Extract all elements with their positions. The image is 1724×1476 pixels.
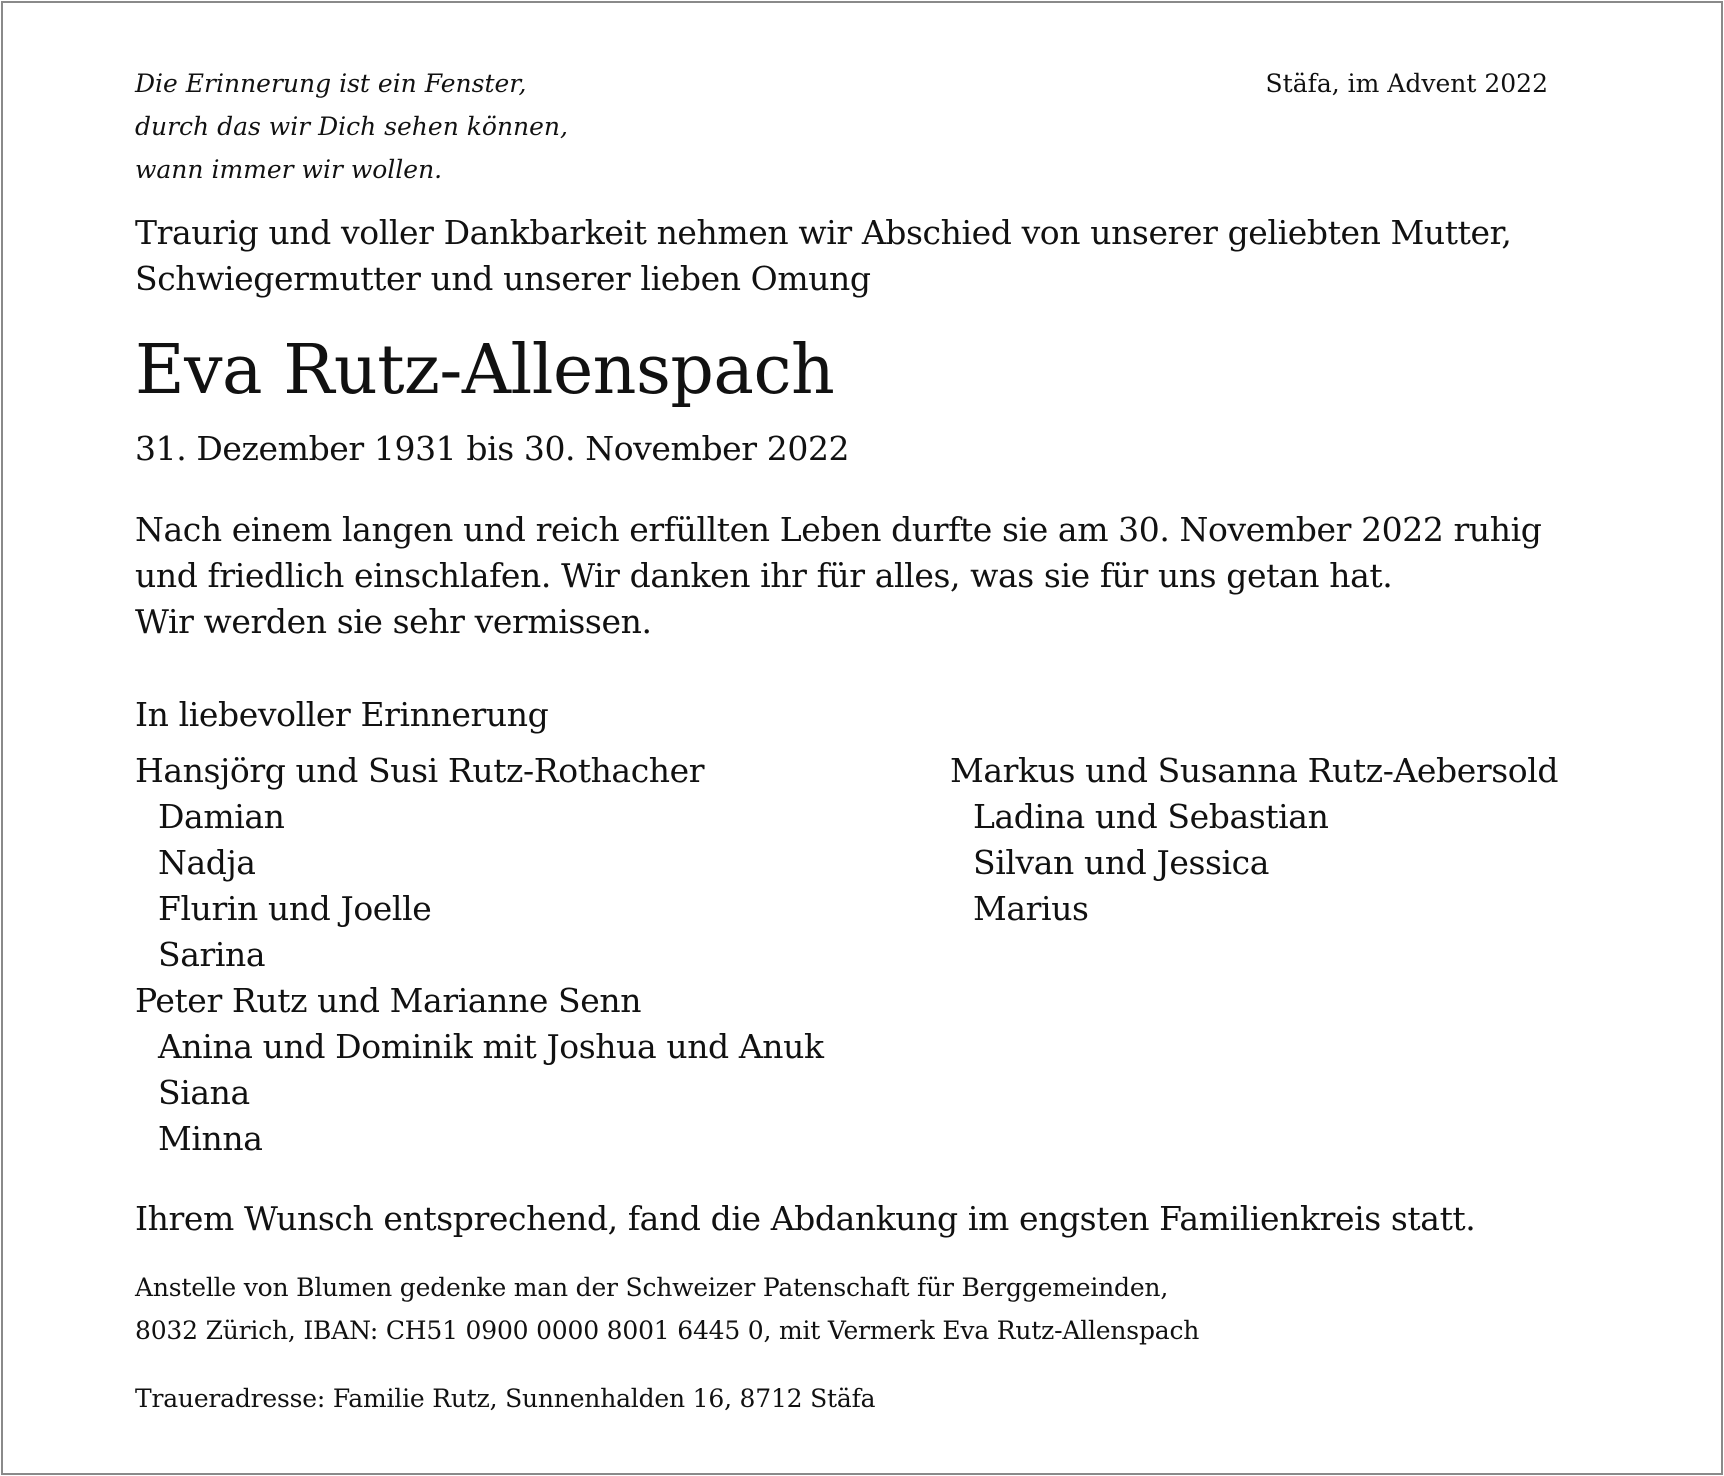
body-line: Nach einem langen und reich erfüllten Leben durfte sie am 30. November 2022 ruhig [135,510,1542,549]
donation-note [135,1266,1199,1352]
family-member: Marius [973,889,1089,928]
donation-line: 8032 Zürich, IBAN: CH51 0900 0000 8001 6445 0, mit Vermerk Eva Rutz-Allenspach [135,1316,1200,1345]
body-line: Wir werden sie sehr vermissen. [135,602,652,641]
motto-line: wann immer wir wollen. [135,155,443,184]
family-member: Flurin und Joelle [158,889,432,928]
ceremony-note: Ihrem Wunsch entsprechend, fand die Abdankung im engsten Familienkreis statt. [135,1199,1476,1238]
family-member: Silvan und Jessica [973,843,1270,882]
motto-line: Die Erinnerung ist ein Fenster, [135,69,527,98]
motto-quote [135,62,568,191]
intro-line: Traurig und voller Dankbarkeit nehmen wir Abschied von unserer geliebten Mutter, [135,213,1512,252]
life-dates: 31. Dezember 1931 bis 30. November 2022 [135,429,850,468]
family-member: Hansjörg und Susi Rutz-Rothacher [135,751,705,790]
donation-line: Anstelle von Blumen gedenke man der Schweizer Patenschaft für Berggemeinden, [135,1273,1169,1302]
place-date: Stäfa, im Advent 2022 [1265,69,1548,98]
family-member: Markus und Susanna Rutz-Aebersold [950,751,1559,790]
intro-line: Schwiegermutter und unserer lieben Omung [135,259,871,298]
motto-line: durch das wir Dich sehen können, [135,112,568,141]
family-member: Ladina und Sebastian [973,797,1329,836]
deceased-name: Eva Rutz-Allenspach [135,331,835,410]
family-member: Damian [158,797,285,836]
family-member: Minna [158,1119,263,1158]
intro-text [135,210,1511,302]
mourning-address: Traueradresse: Familie Rutz, Sunnenhalden 16, 8712 Stäfa [135,1384,876,1413]
family-member: Sarina [158,935,266,974]
family-list-right [950,748,1558,932]
body-line: und friedlich einschlafen. Wir danken ihr für alles, was sie für uns getan hat. [135,556,1393,595]
memory-heading: In liebevoller Erinnerung [135,695,549,734]
obituary-notice [135,0,1595,1476]
family-member: Peter Rutz und Marianne Senn [135,981,642,1020]
family-member: Siana [158,1073,250,1112]
body-text [135,507,1542,645]
family-member: Anina und Dominik mit Joshua und Anuk [158,1027,824,1066]
family-list-left [135,748,824,1162]
family-member: Nadja [158,843,256,882]
